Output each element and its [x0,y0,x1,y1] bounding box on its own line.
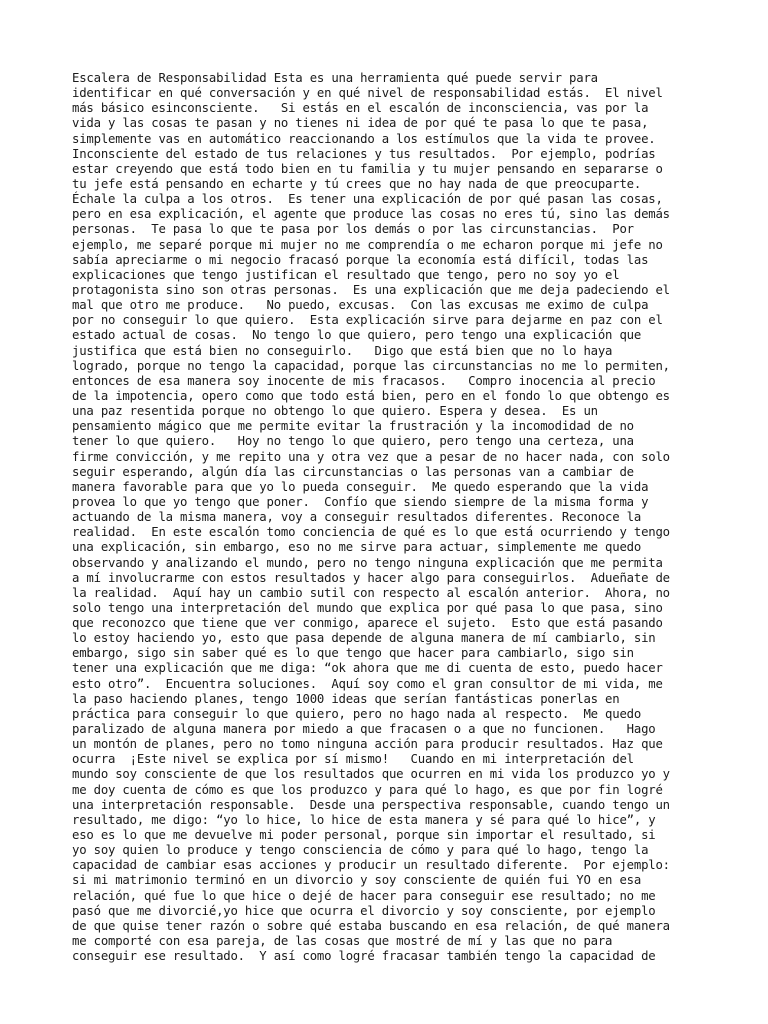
text-line: Échale la culpa a los otros. Es tener una explicación de por qué pasan las cosas, [72,192,663,207]
text-line: manera favorable para que yo lo pueda conseguir. Me quedo esperando que la vida [72,479,649,494]
text-line: personas. Te pasa lo que te pasa por los demás o por las circunstancias. Por [72,222,634,237]
text-line: que reconozco que tiene que ver conmigo, aparece el sujeto. Esto que está pasando [72,616,663,631]
text-line: práctica para conseguir lo que quiero, pero no hago nada al respecto. Me quedo [72,706,642,721]
text-line: justifica que está bien no conseguirlo. Digo que está bien que no lo haya [72,343,613,358]
text-line: una paz resentida porque no obtengo lo que quiero. Espera y desea. Es un [72,404,598,419]
text-line: tener una explicación que me diga: “ok ahora que me di cuenta de esto, puedo hacer [72,661,663,676]
text-line: pensamiento mágico que me permite evitar la frustración y la incomodidad de no [72,419,634,434]
text-line: protagonista sino son otras personas. Es una explicación que me deja padeciendo el [72,282,670,297]
text-line: eso es lo que me devuelve mi poder personal, porque sin importar el resultado, si [72,828,656,843]
text-line: de la impotencia, opero como que todo está bien, pero en el fondo lo que obtengo es [72,388,670,403]
text-line: explicaciones que tengo justifican el resultado que tengo, pero no soy yo el [72,267,620,282]
text-line: embargo, sigo sin saber qué es lo que tengo que hacer para cambiarlo, sigo sin [72,646,634,661]
text-line: pero en esa explicación, el agente que produce las cosas no eres tú, sino las demás [72,207,670,222]
text-line: actuando de la misma manera, voy a conseguir resultados diferentes. Reconoce la [72,510,642,525]
text-line: Inconsciente del estado de tus relaciones y tus resultados. Por ejemplo, podrías [72,146,656,161]
text-line: identificar en qué conversación y en qué nivel de responsabilidad estás. El nivel [72,86,663,101]
text-line: la paso haciendo planes, tengo 1000 ideas que serían fantásticas ponerlas en [72,691,620,706]
text-line: realidad. En este escalón tomo conciencia de qué es lo que está ocurriendo y tengo [72,525,670,540]
text-line: sabía apreciarme o mi negocio fracasó porque la economía está difícil, todas las [72,252,649,267]
text-line: firme convicción, y me repito una y otra vez que a pesar de no hacer nada, con solo [72,449,670,464]
text-line: de que quise tener razón o sobre qué estaba buscando en esa relación, de qué manera [72,918,670,933]
text-line: si mi matrimonio terminó en un divorcio y soy consciente de quién fui YO en esa [72,873,642,888]
text-line: me doy cuenta de cómo es que los produzco y para qué lo hago, es que por fin logré [72,782,663,797]
text-line: mundo soy consciente de que los resultados que ocurren en mi vida los produzco yo y [72,767,670,782]
text-line: conseguir ese resultado. Y así como logré fracasar también tengo la capacidad de [72,949,656,964]
text-line: resultado, me digo: “yo lo hice, lo hice de esta manera y sé para qué lo hice”, y [72,812,656,827]
text-line: pasó que me divorcié,yo hice que ocurra el divorcio y soy consciente, por ejemplo [72,903,656,918]
text-line: estar creyendo que está todo bien en tu familia y tu mujer pensando en separarse o [72,161,663,176]
text-line: observando y analizando el mundo, pero no tengo ninguna explicación que me permita [72,555,663,570]
text-line: provea lo que yo tengo que poner. Confío que siendo siempre de la misma forma y [72,494,649,509]
text-line: estado actual de cosas. No tengo lo que quiero, pero tengo una explicación que [72,328,642,343]
text-line: vida y las cosas te pasan y no tienes ni idea de por qué te pasa lo que te pasa, [72,116,649,131]
text-line: la realidad. Aquí hay un cambio sutil con respecto al escalón anterior. Ahora, no [72,585,670,600]
text-line: tu jefe está pensando en echarte y tú crees que no hay nada de que preocuparte. [72,176,642,191]
text-line: paralizado de alguna manera por miedo a que fracasen o a que no funcionen. Hago [72,722,656,737]
text-line: me comporté con esa pareja, de las cosas que mostré de mí y las que no para [72,934,613,949]
text-line: más básico esinconsciente. Si estás en el escalón de inconsciencia, vas por la [72,101,649,116]
text-line: lo estoy haciendo yo, esto que pasa depende de alguna manera de mí cambiarlo, sin [72,631,656,646]
text-line: ejemplo, me separé porque mi mujer no me comprendía o me echaron porque mi jefe no [72,237,663,252]
text-line: mal que otro me produce. No puedo, excusas. Con las excusas me eximo de culpa [72,298,649,313]
text-line: esto otro”. Encuentra soluciones. Aquí soy como el gran consultor de mi vida, me [72,676,663,691]
text-line: yo soy quien lo produce y tengo consciencia de cómo y para qué lo hago, tengo la [72,843,649,858]
text-line: relación, qué fue lo que hice o dejé de hacer para conseguir ese resultado; no me [72,888,656,903]
text-line: seguir esperando, algún día las circunstancias o las personas van a cambiar de [72,464,634,479]
text-line: un montón de planes, pero no tomo ninguna acción para producir resultados. Haz que [72,737,663,752]
document-body [72,71,704,964]
text-line: solo tengo una interpretación del mundo que explica por qué pasa lo que pasa, sino [72,600,663,615]
text-line: logrado, porque no tengo la capacidad, porque las circunstancias no me lo permiten, [72,358,670,373]
text-line: ocurra ¡Este nivel se explica por sí mismo! Cuando en mi interpretación del [72,752,634,767]
text-line: capacidad de cambiar esas acciones y producir un resultado diferente. Por ejemplo: [72,858,670,873]
text-line: a mí involucrarme con estos resultados y hacer algo para conseguirlos. Adueñate de [72,570,670,585]
text-line: simplemente vas en automático reaccionando a los estímulos que la vida te provee. [72,131,656,146]
text-line: tener lo que quiero. Hoy no tengo lo que quiero, pero tengo una certeza, una [72,434,634,449]
text-line: una interpretación responsable. Desde una perspectiva responsable, cuando tengo un [72,797,670,812]
text-line: una explicación, sin embargo, eso no me sirve para actuar, simplemente me quedo [72,540,642,555]
text-line: Escalera de Responsabilidad Esta es una herramienta qué puede servir para [72,71,598,85]
text-line: entonces de esa manera soy inocente de mis fracasos. Compro inocencia al precio [72,373,656,388]
text-line: por no conseguir lo que quiero. Esta explicación sirve para dejarme en paz con el [72,313,663,328]
